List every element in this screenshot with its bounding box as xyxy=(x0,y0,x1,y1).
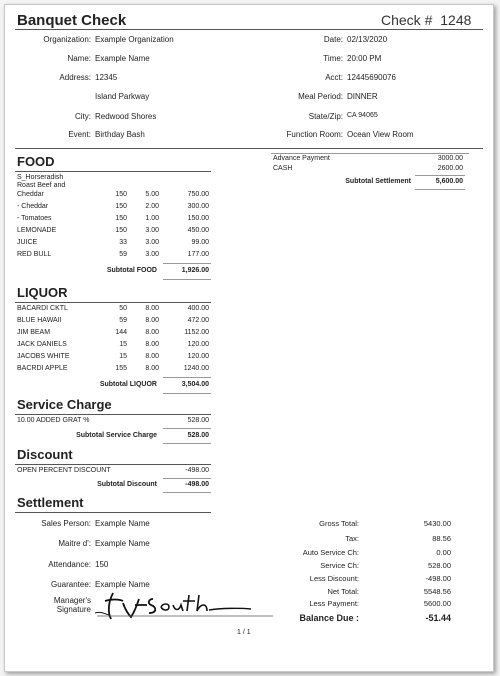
meal-period-label: Meal Period: xyxy=(298,92,343,101)
food-row xyxy=(17,215,211,225)
item-qty: 15 xyxy=(119,353,127,360)
discount-line: OPEN PERCENT DISCOUNT xyxy=(17,467,111,474)
item-qty: 59 xyxy=(119,317,127,324)
discount-row xyxy=(17,467,211,477)
item-amount: 1240.00 xyxy=(183,365,209,372)
net-total-value: 5548.56 xyxy=(423,587,451,596)
city-value: Redwood Shores xyxy=(95,112,157,121)
service-row xyxy=(17,417,211,427)
liquor-row xyxy=(17,305,211,315)
item-name: BACARDI CKTL xyxy=(17,305,68,312)
item-name: - Cheddar xyxy=(17,203,49,210)
item-price: 8.00 xyxy=(145,317,159,324)
discount-section-title: Discount xyxy=(17,447,73,462)
discount-subtotal-label: Subtotal Discount xyxy=(97,481,157,488)
food-item-name-wrap xyxy=(17,174,65,190)
less-payment-label: Less Payment: xyxy=(309,599,359,608)
payments-subtotal-rule xyxy=(415,175,465,176)
auto-service-label: Auto Service Ch: xyxy=(302,548,359,557)
item-qty: 150 xyxy=(115,191,127,198)
service-line: 10.00 ADDED GRAT % xyxy=(17,417,90,424)
food-item-name-l1: S_Horseradish xyxy=(17,174,64,181)
item-amount: 750.00 xyxy=(187,191,209,198)
item-name: JIM BEAM xyxy=(17,329,51,336)
acct-value: 12445690076 xyxy=(347,73,396,82)
cash-value: 2600.00 xyxy=(437,165,463,172)
liquor-section-title: LIQUOR xyxy=(17,285,68,300)
signature-label-line2: Signature xyxy=(56,605,91,614)
tax-value: 88.56 xyxy=(432,534,451,543)
item-name: JACK DANIELS xyxy=(17,341,67,348)
check-number: 1248 xyxy=(440,12,472,28)
item-amount: 150.00 xyxy=(187,215,209,222)
food-subtotal-rule xyxy=(163,263,211,264)
guarantee-value: Example Name xyxy=(95,580,150,589)
acct-label: Acct: xyxy=(325,73,343,82)
service-subtotal-underline xyxy=(163,443,211,444)
item-qty: 150 xyxy=(115,215,127,222)
item-name: JACOBS WHITE xyxy=(17,353,70,360)
item-price: 3.00 xyxy=(145,251,159,258)
service-subtotal-value: 528.00 xyxy=(187,432,209,439)
event-label: Event: xyxy=(68,130,91,139)
item-qty: 15 xyxy=(119,341,127,348)
function-room-label: Function Room: xyxy=(286,130,343,139)
signature-label-line1: Manager's xyxy=(53,596,91,605)
settlement-subtotal-value: 5,600.00 xyxy=(435,178,463,185)
service-amount: 528.00 xyxy=(187,417,209,424)
item-name: BACRDI APPLE xyxy=(17,365,68,372)
item-qty: 150 xyxy=(115,227,127,234)
event-value: Birthday Bash xyxy=(95,130,145,139)
item-qty: 59 xyxy=(119,251,127,258)
info-divider xyxy=(15,148,483,149)
service-subtotal-rule xyxy=(163,428,211,429)
item-qty: 155 xyxy=(115,365,127,372)
organization-value: Example Organization xyxy=(95,35,174,44)
city-label: City: xyxy=(75,112,91,121)
gross-total-label: Gross Total: xyxy=(319,519,359,528)
liquor-subtotal-label: Subtotal LIQUOR xyxy=(99,381,157,388)
discount-divider xyxy=(15,464,211,465)
liquor-row xyxy=(17,317,211,327)
food-subtotal-label: Subtotal FOOD xyxy=(106,267,157,274)
liquor-divider xyxy=(15,302,211,303)
less-discount-value: -498.00 xyxy=(425,574,451,583)
address-label: Address: xyxy=(59,73,91,82)
service-ch-value: 528.00 xyxy=(428,561,451,570)
service-ch-label: Service Ch: xyxy=(320,561,359,570)
check-label: Check # xyxy=(381,12,433,28)
liquor-subtotal-rule xyxy=(163,377,211,378)
settlement-section-title: Settlement xyxy=(17,495,84,510)
food-item-name-l2: Roast Beef and xyxy=(17,182,66,189)
discount-subtotal-rule xyxy=(163,478,211,479)
food-section-title: FOOD xyxy=(17,154,55,169)
header-divider xyxy=(15,29,483,30)
cash-label: CASH xyxy=(273,165,293,172)
sales-person-label: Sales Person: xyxy=(41,519,91,528)
payments-subtotal-underline xyxy=(415,189,465,190)
item-amount: 472.00 xyxy=(187,317,209,324)
date-value: 02/13/2020 xyxy=(347,35,388,44)
service-section-title: Service Charge xyxy=(17,397,112,412)
item-qty: 150 xyxy=(115,203,127,210)
payments-top-rule xyxy=(271,153,469,154)
item-price: 8.00 xyxy=(145,341,159,348)
balance-due-value: -51.44 xyxy=(425,613,451,623)
liquor-subtotal-value: 3,504.00 xyxy=(181,381,209,388)
item-price: 8.00 xyxy=(145,365,159,372)
liquor-row xyxy=(17,329,211,339)
service-subtotal-label: Subtotal Service Charge xyxy=(76,432,157,439)
food-divider xyxy=(15,171,211,172)
net-total-label: Net Total: xyxy=(327,587,359,596)
item-price: 8.00 xyxy=(145,329,159,336)
item-price: 8.00 xyxy=(145,305,159,312)
discount-subtotal-underline xyxy=(163,492,211,493)
advance-payment-label: Advance Payment xyxy=(273,155,330,162)
item-amount: 400.00 xyxy=(187,305,209,312)
page-number: 1 / 1 xyxy=(237,629,251,636)
liquor-row xyxy=(17,365,211,375)
liquor-row xyxy=(17,353,211,363)
item-price: 1.00 xyxy=(145,215,159,222)
item-name: JUICE xyxy=(17,239,38,246)
food-row xyxy=(17,239,211,249)
less-discount-label: Less Discount: xyxy=(309,574,359,583)
food-row xyxy=(17,191,211,201)
signature-label xyxy=(15,596,91,614)
item-qty: 50 xyxy=(119,305,127,312)
food-subtotal-value: 1,926.00 xyxy=(181,267,209,274)
food-subtotal-underline xyxy=(163,279,211,280)
signature-image xyxy=(91,589,275,623)
item-name: LEMONADE xyxy=(17,227,57,234)
settlement-divider xyxy=(15,512,211,513)
item-price: 5.00 xyxy=(145,191,159,198)
less-payment-value: 5600.00 xyxy=(423,599,451,608)
state-zip-value: CA 94065 xyxy=(347,112,378,119)
organization-label: Organization: xyxy=(43,35,91,44)
settlement-subtotal-label: Subtotal Settlement xyxy=(345,178,411,185)
check-number-label xyxy=(381,12,471,28)
gross-total-value: 5430.00 xyxy=(423,519,451,528)
name-label: Name: xyxy=(67,54,91,63)
service-divider xyxy=(15,414,211,415)
item-price: 3.00 xyxy=(145,227,159,234)
attendance-label: Attendance: xyxy=(48,560,91,569)
time-label: Time: xyxy=(323,54,343,63)
item-amount: 120.00 xyxy=(187,353,209,360)
discount-amount: -498.00 xyxy=(185,467,209,474)
item-name: RED BULL xyxy=(17,251,52,258)
meal-period-value: DINNER xyxy=(347,92,378,101)
item-amount: 300.00 xyxy=(187,203,209,210)
food-row xyxy=(17,203,211,213)
item-name: - Tomatoes xyxy=(17,215,52,222)
food-row xyxy=(17,251,211,261)
page-title: Banquet Check xyxy=(17,12,127,29)
item-amount: 120.00 xyxy=(187,341,209,348)
attendance-value: 150 xyxy=(95,560,109,569)
item-amount: 450.00 xyxy=(187,227,209,234)
date-label: Date: xyxy=(323,35,343,44)
function-room-value: Ocean View Room xyxy=(347,130,414,139)
maitre-label: Maitre d': xyxy=(58,539,91,548)
auto-service-value: 0.00 xyxy=(436,548,451,557)
sales-person-value: Example Name xyxy=(95,519,150,528)
address-line1: 12345 xyxy=(95,73,118,82)
liquor-subtotal-underline xyxy=(163,393,211,394)
food-row xyxy=(17,227,211,237)
time-value: 20:00 PM xyxy=(347,54,382,63)
name-value: Example Name xyxy=(95,54,150,63)
discount-subtotal-value: -498.00 xyxy=(185,481,209,488)
balance-due-label: Balance Due : xyxy=(299,613,359,623)
advance-payment-value: 3000.00 xyxy=(437,155,463,162)
state-zip-label: State/Zip: xyxy=(308,112,343,121)
item-qty: 33 xyxy=(119,239,127,246)
item-price: 3.00 xyxy=(145,239,159,246)
item-amount: 177.00 xyxy=(187,251,209,258)
maitre-value: Example Name xyxy=(95,539,150,548)
guarantee-label: Guarantee: xyxy=(50,580,91,589)
item-name: BLUE HAWAII xyxy=(17,317,62,324)
item-amount: 1152.00 xyxy=(184,329,209,336)
item-price: 2.00 xyxy=(145,203,159,210)
banquet-check-page xyxy=(4,4,494,672)
item-amount: 99.00 xyxy=(191,239,209,246)
item-qty: 144 xyxy=(115,329,127,336)
tax-label: Tax: xyxy=(345,534,359,543)
address-line2: Island Parkway xyxy=(95,92,150,101)
item-name: Cheddar xyxy=(17,191,44,198)
liquor-row xyxy=(17,341,211,351)
item-price: 8.00 xyxy=(145,353,159,360)
